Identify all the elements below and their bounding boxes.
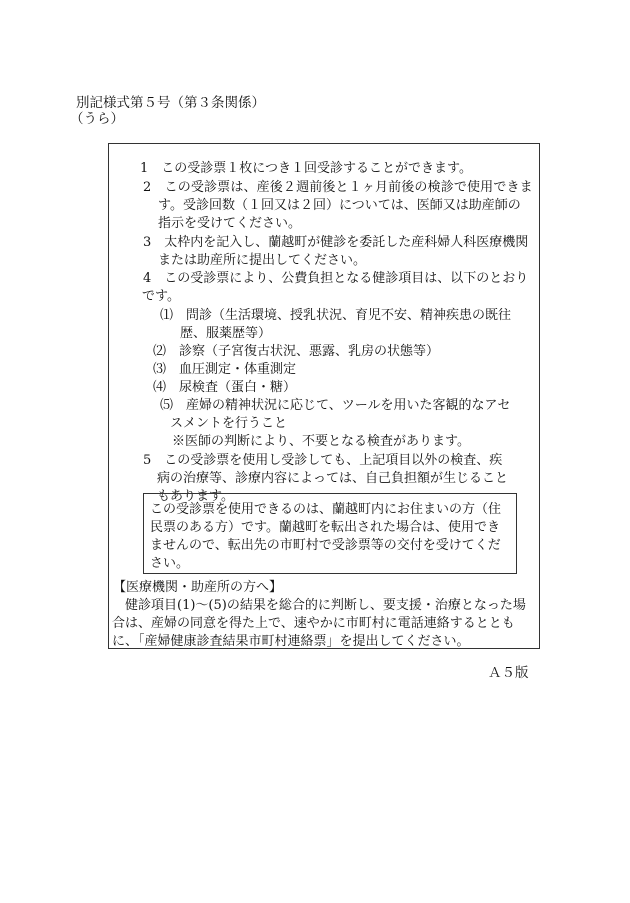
note-4-line-2: です。: [142, 289, 180, 304]
medical-line-1: 健診項目(1)～(5)の結果を総合的に判断し、要支援・治療となった場: [125, 598, 526, 613]
notice-line-2: 民票のある方）です。蘭越町を転出された場合は、使用でき: [150, 520, 500, 535]
form-title: 別記様式第５号（第３条関係）: [76, 95, 265, 111]
note-2-line-1: 2 この受診票は、産後２週前後と１ヶ月前後の検診で使用できま: [143, 180, 533, 195]
medical-line-2: 合は、産婦の同意を得た上で、速やかに市町村に電話連絡するととも: [112, 616, 515, 631]
item-3: ⑶ 血圧測定・体重測定: [153, 362, 297, 377]
note-1: 1 この受診票１枚につき１回受診することができます。: [140, 161, 472, 176]
item-4: ⑷ 尿検査（蛋白・糖）: [153, 380, 297, 395]
item-1-line-2: 歴、服薬歴等）: [180, 326, 272, 341]
item-1-line-1: ⑴ 問診（生活環境、授乳状況、育児不安、精神疾患の既往: [160, 308, 512, 323]
medical-line-3: に、「産婦健康診査結果市町村連絡票」を提出してください。: [112, 634, 470, 649]
paper-size-label: Ａ５版: [488, 665, 529, 681]
note-5-line-1: 5 この受診票を使用し受診しても、上記項目以外の検査、疾: [143, 453, 503, 468]
note-2-line-2: す。受診回数（１回又は２回）については、医師又は助産師の: [158, 198, 521, 213]
note-4-line-1: 4 この受診票により、公費負担となる健診項目は、以下のとおり: [143, 271, 529, 286]
notice-line-4: さい。: [150, 556, 190, 571]
note-3-line-2: または助産所に提出してください。: [158, 253, 367, 268]
note-2-line-3: 指示を受けてください。: [158, 216, 302, 231]
note-5-line-3: もあります。: [157, 489, 234, 504]
item-2: ⑵ 診察（子宮復古状況、悪露、乳房の状態等）: [153, 344, 440, 359]
page-side-label: （うら）: [70, 111, 124, 127]
notice-line-3: ませんので、転出先の市町村で受診票等の交付を受けてくだ: [150, 538, 501, 553]
note-3-line-1: 3 太枠内を記入し、蘭越町が健診を委託した産科婦人科医療機関: [143, 235, 529, 250]
medical-heading: 【医療機関・助産所の方へ】: [113, 580, 283, 595]
note-5-line-2: 病の治療等、診療内容によっては、自己負担額が生じること: [157, 471, 509, 486]
item-5-note: ※医師の判断により、不要となる検査があります。: [172, 434, 470, 449]
item-5-line-1: ⑸ 産婦の精神状況に応じて、ツールを用いた客観的なアセ: [160, 398, 511, 413]
notice-line-1: この受診票を使用できるのは、蘭越町内にお住まいの方（住: [150, 502, 502, 517]
item-5-line-2: スメントを行うこと: [170, 416, 288, 431]
